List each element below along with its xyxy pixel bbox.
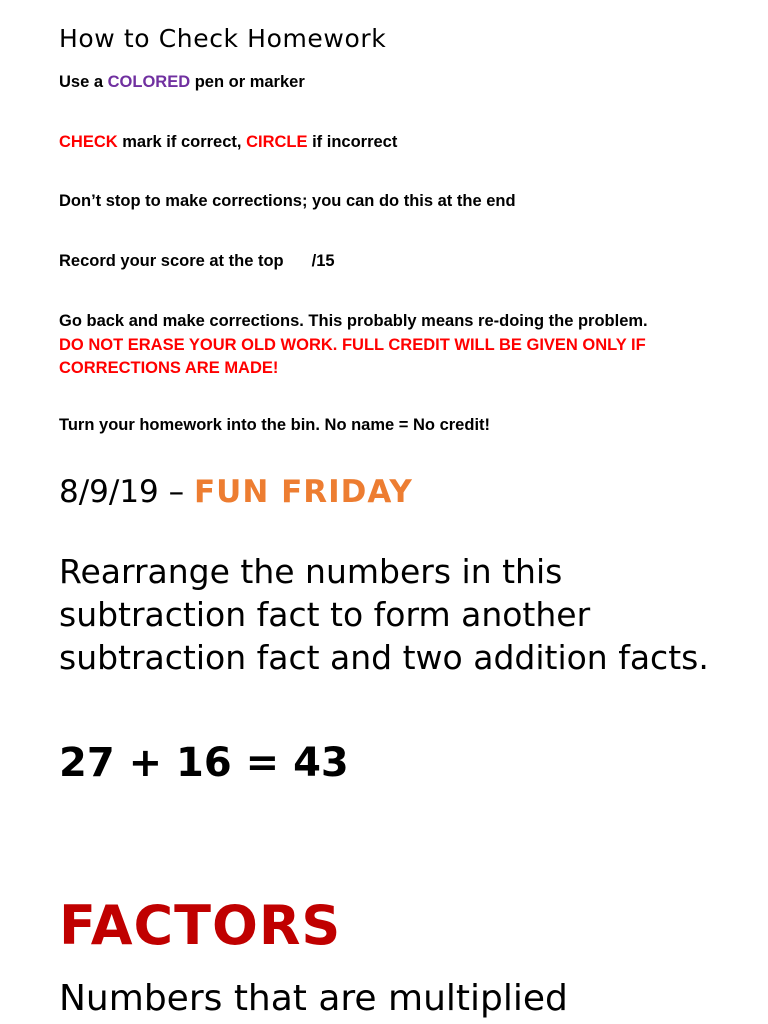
colored-word: COLORED: [107, 73, 191, 91]
warning-text: DO NOT ERASE YOUR OLD WORK. FULL CREDIT WILL BE GIVEN ONLY IF CORRECTIONS ARE MADE!: [59, 336, 646, 377]
definition-text: Numbers that are multiplied: [59, 978, 568, 1019]
slide-title: FACTORS: [59, 894, 342, 957]
instruction-text: Use a: [59, 73, 108, 91]
instruction-colored-pen: [59, 73, 305, 92]
instruction-text: pen or marker: [190, 73, 305, 91]
equation: 27 + 16 = 43: [59, 740, 349, 786]
instruction-check-circle: [59, 133, 397, 152]
instruction-turn-in: Turn your homework into the bin. No name = No credit!: [59, 416, 491, 434]
instruction-dont-stop: Don’t stop to make corrections; you can do this at the end: [59, 192, 516, 210]
slide-fun-friday: [0, 460, 768, 860]
score-total: /15: [311, 252, 335, 270]
date-label: 8/9/19 –: [59, 474, 194, 510]
instruction-record-score: [59, 252, 335, 271]
circle-word: CIRCLE: [246, 133, 308, 151]
slide-homework-instructions: [0, 0, 768, 438]
slide-title: [59, 474, 413, 510]
instruction-go-back: Go back and make corrections. This probably means re-doing the problem.: [59, 312, 648, 330]
instruction-text: Record your score at the top: [59, 252, 284, 270]
problem-prompt: Rearrange the numbers in this subtraction fact to form another subtraction fact and two addition facts.: [59, 552, 709, 677]
slide-title: How to Check Homework: [59, 24, 387, 53]
check-word: CHECK: [59, 133, 118, 151]
instruction-text: mark if correct,: [117, 133, 247, 151]
instruction-text: if incorrect: [307, 133, 398, 151]
slide-factors: [0, 880, 768, 1024]
fun-friday-label: FUN FRIDAY: [194, 474, 413, 510]
